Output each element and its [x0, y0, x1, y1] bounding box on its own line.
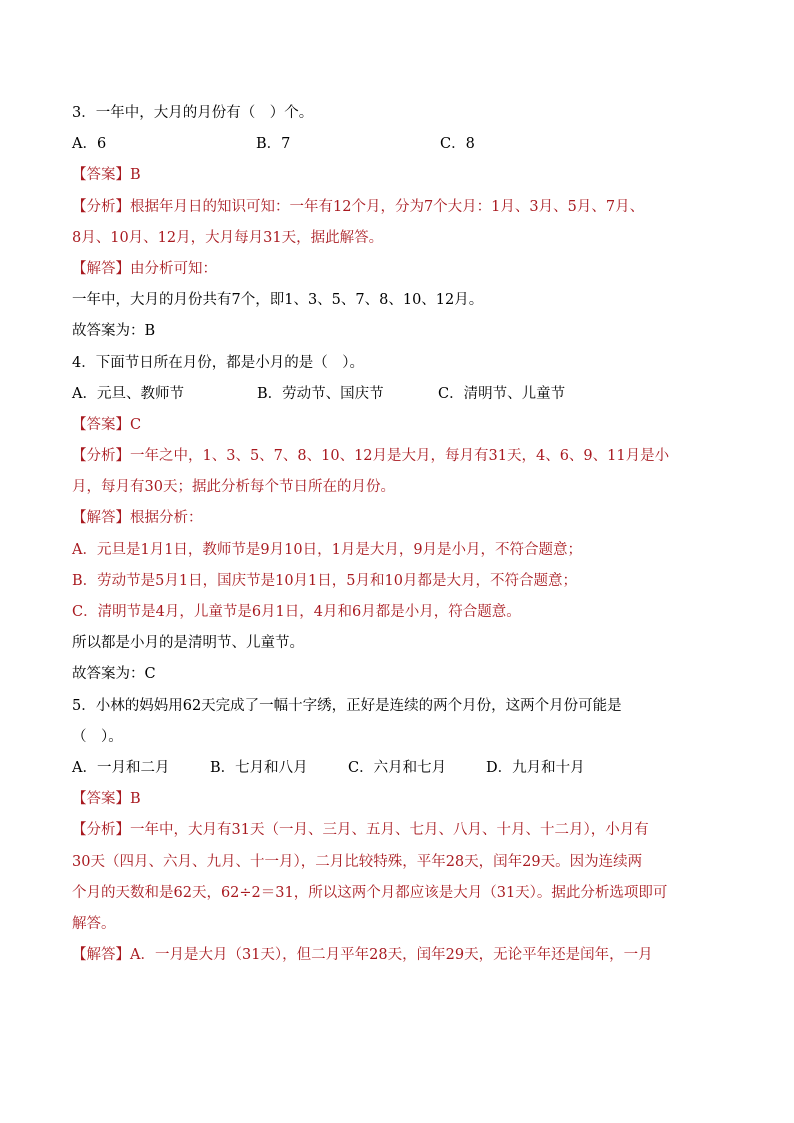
q4-analysis-line-2: 月，每月有30天；据此分析每个节日所在的月份。 — [72, 479, 395, 496]
q3-solution-line-1: 一年中，大月的月份共有7个，即1、3、5、7、8、10、12月。 — [72, 292, 484, 309]
q4-solution-option-c: C．清明节是4月，儿童节是6月1日，4月和6月都是小月，符合题意。 — [72, 604, 521, 620]
q4-solution-option-a: A．元旦是1月1日，教师节是9月10日，1月是大月，9月是小月，不符合题意； — [72, 541, 583, 558]
q4-answer: 【答案】C — [72, 416, 142, 433]
q4-final-answer: 故答案为：C — [72, 666, 156, 683]
q5-analysis-line-1: 【分析】一年中，大月有31天（一月、三月、五月、七月、八月、十月、十二月），小月有 — [72, 822, 649, 839]
q5-question-line-2: （ ）。 — [72, 728, 123, 745]
q3-answer: 【答案】B — [72, 167, 141, 184]
q4-analysis-line-1: 【分析】一年之中，1、3、5、7、8、10、12月是大月，每月有31天，4、6、9、11月是小 — [72, 448, 670, 465]
q4-option-a: A．元旦、教师节 — [72, 385, 184, 402]
q3-options — [72, 129, 734, 160]
q3-option-b: B．7 — [256, 136, 291, 153]
q5-option-d: D．九月和十月 — [486, 759, 585, 776]
q4-solution-heading: 【解答】根据分析： — [72, 510, 203, 527]
q5-analysis-line-3: 个月的天数和是62天，62÷2＝31，所以这两个月都应该是大月（31天）。据此分析选项即可 — [72, 884, 668, 901]
q4-solution-option-b: B．劳动节是5月1日，国庆节是10月1日，5月和10月都是大月，不符合题意； — [72, 572, 577, 589]
q4-conclusion: 所以都是小月的是清明节、儿童节。 — [72, 635, 304, 652]
q4-option-c: C．清明节、儿童节 — [438, 385, 566, 402]
q5-question-line-1: 5．小林的妈妈用62天完成了一幅十字绣，正好是连续的两个月份，这两个月份可能是 — [72, 697, 622, 714]
q3-question: 3．一年中，大月的月份有（ ）个。 — [72, 105, 314, 121]
q3-final-answer: 故答案为：B — [72, 323, 156, 340]
q5-option-b: B．七月和八月 — [210, 759, 308, 776]
q5-option-a: A．一月和二月 — [72, 759, 170, 776]
q4-options — [72, 379, 734, 410]
q5-analysis-line-2: 30天（四月、六月、九月、十一月），二月比较特殊，平年28天，闰年29天。因为连续两 — [72, 853, 643, 870]
q3-option-a: A．6 — [72, 136, 107, 153]
q5-solution-line-1: 【解答】A．一月是大月（31天），但二月平年28天，闰年29天，无论平年还是闰年，一月 — [72, 947, 653, 964]
q3-analysis-line-2: 8月、10月、12月，大月每月31天，据此解答。 — [72, 229, 384, 246]
q4-option-b: B．劳动节、国庆节 — [257, 385, 384, 402]
q4-question: 4．下面节日所在月份，都是小月的是（ ）。 — [72, 354, 364, 371]
q5-options — [72, 753, 734, 784]
q5-analysis-line-4: 解答。 — [72, 915, 116, 932]
q3-option-c: C．8 — [440, 136, 475, 153]
q3-analysis-line-1: 【分析】根据年月日的知识可知：一年有12个月，分为7个大月：1月、3月、5月、7月、 — [72, 198, 645, 215]
q5-answer: 【答案】B — [72, 791, 141, 808]
q3-solution-heading: 【解答】由分析可知： — [72, 260, 217, 277]
q5-option-c: C．六月和七月 — [348, 759, 447, 776]
